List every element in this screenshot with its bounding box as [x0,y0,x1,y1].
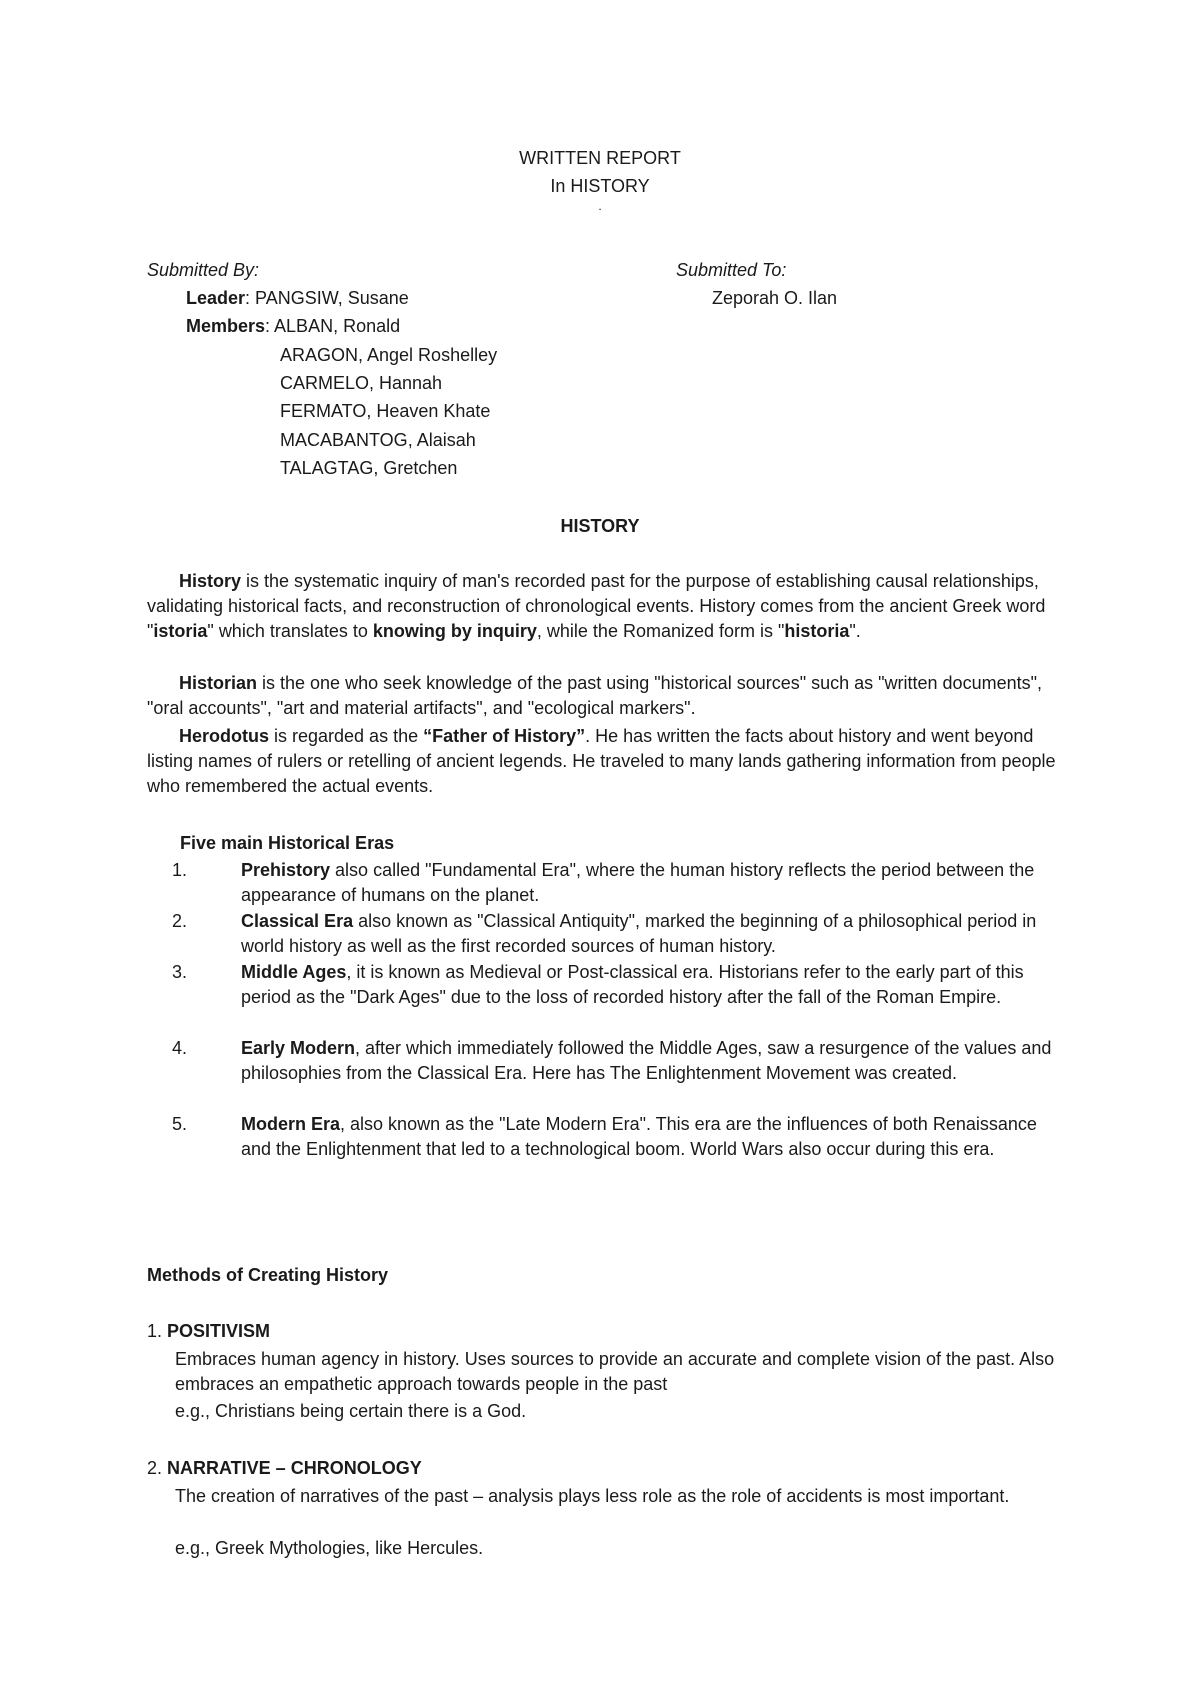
herodotus-term: Herodotus [179,726,269,746]
era-description: , it is known as Medieval or Post-classical era. Historians refer to the early part of this period as the "Dark Ages" due to the loss of recorded history after the fall of the Roman Empire. [241,962,1024,1007]
method-example: e.g., Christians being certain there is a God. [175,1401,527,1421]
list-item-text [241,1036,1061,1086]
method-title [147,1456,422,1481]
list-number-text: 4. [171,1038,187,1058]
history-term: History [179,571,242,591]
methods-heading: Methods of Creating History [147,1265,389,1285]
member-name: TALAGTAG, Gretchen [280,458,458,478]
historian-paragraph [147,671,1067,721]
list-number-text: 3. [171,962,187,982]
historia-term: historia [784,621,850,641]
method-body: Embraces human agency in history. Uses sources to provide an accurate and complete vision of the past. Also embraces an empathetic approach towards people in the past [175,1349,1055,1394]
era-description: , also known as the "Late Modern Era". This era are the influences of both Renaissance and the Enlightenment that led to a technological boom. World Wars also occur during this era. [241,1114,1037,1159]
method-name: NARRATIVE – CHRONOLOGY [167,1458,422,1478]
report-subtitle: In HISTORY [550,176,650,196]
member-name: ARAGON, Angel Roshelley [280,345,498,365]
era-term: Early Modern [241,1038,356,1058]
leader-name: : PANGSIW, Susane [245,288,409,308]
eras-heading: Five main Historical Eras [180,833,395,853]
submitted-to-label: Submitted To: [676,260,787,280]
method-example: e.g., Greek Mythologies, like Hercules. [175,1538,484,1558]
submitted-to-name: Zeporah O. Ilan [712,288,838,308]
members-label: Members [186,316,266,336]
list-number-text: 5. [171,1114,187,1134]
era-term: Middle Ages [241,962,347,982]
era-term: Classical Era [241,911,354,931]
herodotus-paragraph [147,724,1067,799]
list-item-text [241,1112,1061,1162]
list-number-text: 2. [171,911,187,931]
paragraph-text: is the systematic inquiry of man's recorded past for the purpose of establishing causal relationships, validating historical facts, and reconstruction of chronological events. History comes from the ancient Greek word " [147,571,1046,641]
era-term: Modern Era [241,1114,341,1134]
list-item-text [241,858,1061,908]
knowing-by-inquiry-term: knowing by inquiry [372,621,537,641]
method-body: The creation of narratives of the past – analysis plays less role as the role of accidents is most important. [175,1486,1010,1506]
paragraph-text: , while the Romanized form is " [536,621,785,641]
header-dot: . [598,199,602,213]
list-number-text: 1. [171,860,187,880]
paragraph-text: is the one who seek knowledge of the past using "historical sources" such as "written documents", "oral accounts", "art and material artifacts", and "ecological markers". [147,673,1042,718]
paragraph-text: is regarded as the [269,726,424,746]
paragraph-text: . He has written the facts about history and went beyond listing names of rulers or retelling of ancient legends. He traveled to many lands gathering information from people who remembered the actual events. [147,726,1056,796]
submitted-by-label: Submitted By: [147,260,260,280]
list-item-text [241,960,1061,1010]
historian-term: Historian [179,673,258,693]
paragraph-text: ". [849,621,861,641]
era-description: also known as "Classical Antiquity", marked the beginning of a philosophical period in world history as well as the first recorded sources of human history. [241,911,1037,956]
report-title: WRITTEN REPORT [519,148,681,168]
method-name: POSITIVISM [167,1321,271,1341]
member-name: CARMELO, Hannah [280,373,443,393]
era-term: Prehistory [241,860,331,880]
father-of-history-term: “Father of History” [423,726,586,746]
paragraph-text: " which translates to [207,621,373,641]
history-paragraph [147,569,1067,644]
list-item-text [241,909,1061,959]
member-name: FERMATO, Heaven Khate [280,401,491,421]
leader-label: Leader [186,288,246,308]
member-name: : ALBAN, Ronald [265,316,401,336]
leader-line [186,286,409,311]
members-line [186,314,400,339]
method-title [147,1319,270,1344]
istoria-term: istoria [153,621,208,641]
section-title: HISTORY [560,516,640,536]
era-description: , after which immediately followed the Middle Ages, saw a resurgence of the values and philosophies from the Classical Era. Here has The Enlightenment Movement was created. [241,1038,1052,1083]
member-name: MACABANTOG, Alaisah [280,430,476,450]
method-number: 1. [147,1321,168,1341]
era-description: also called "Fundamental Era", where the human history reflects the period between the appearance of humans on the planet. [241,860,1035,905]
method-number: 2. [147,1458,168,1478]
